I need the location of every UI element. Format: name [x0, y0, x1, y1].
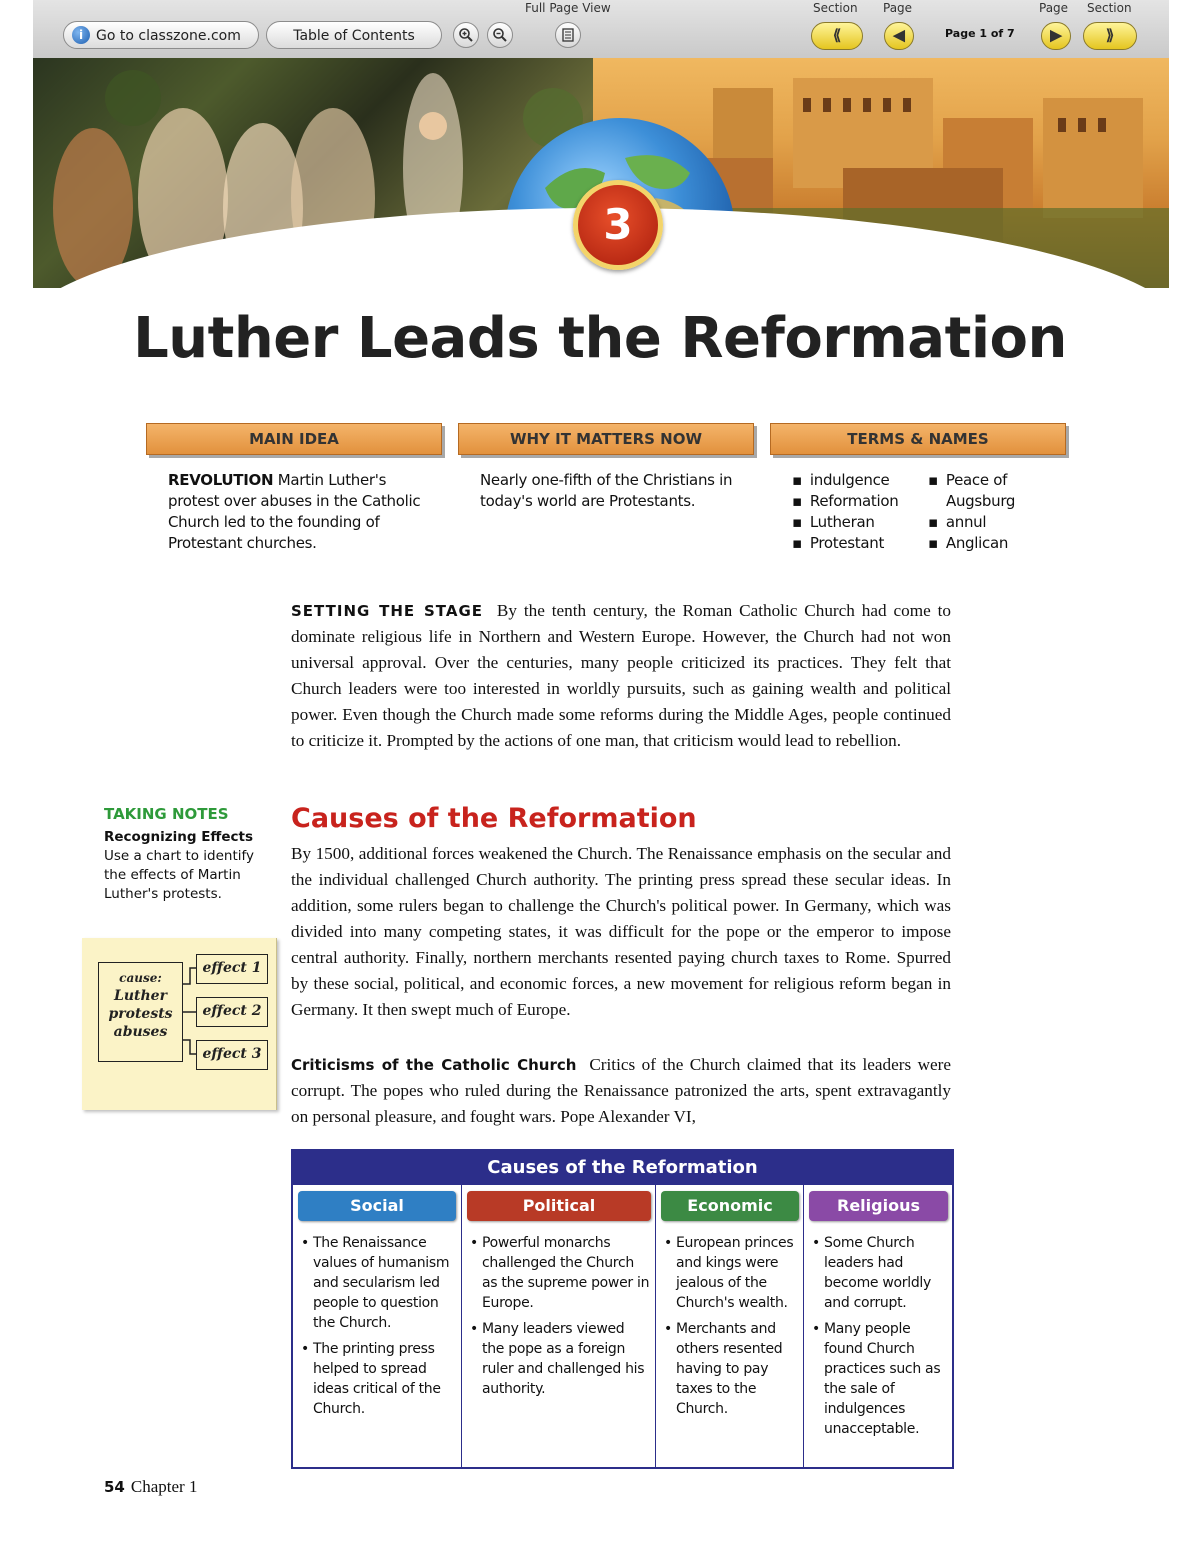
effect-box: effect 2 [196, 997, 268, 1027]
social-heading: Social [298, 1191, 456, 1221]
economic-column [655, 1185, 804, 1467]
cause-label: cause: [119, 971, 162, 985]
full-page-view-label: Full Page View [525, 1, 611, 15]
list-item: • The printing press helped to spread ideas critical of the Church. [301, 1339, 455, 1419]
list-item: • The Renaissance values of humanism and secularism led people to question the Church. [301, 1233, 455, 1333]
next-section-label: Section [1087, 1, 1132, 15]
zoom-in-icon [458, 27, 474, 43]
terms-list-1 [792, 470, 922, 554]
religious-column [803, 1185, 953, 1467]
causes-chart [291, 1149, 954, 1469]
political-column [461, 1185, 656, 1467]
section-paragraph: By 1500, additional forces weakened the Church. The Renaissance emphasis on the secular and the individual challenged Church authority. The printing press spread these secular ideas. In addition, some rulers began to challenge the Church's political power. In Germany, which was divided into many competing states, it was difficult for the pope or the emperor to impose central authority. Finally, northern merchants resented paying church taxes to Rome. Spurred by these social, political, and economic forces, a new movement for religious reform began in Germany. It then swept much of Europe. [291, 844, 951, 1019]
list-item: • European princes and kings were jealous of the Church's wealth. [664, 1233, 798, 1313]
term-item: ▪ Anglican [928, 533, 1038, 554]
zoom-out-icon [492, 27, 508, 43]
terms-list-2 [928, 470, 1038, 554]
term-item: ▪ indulgence [792, 470, 922, 491]
term-item: ▪ annul [928, 512, 1038, 533]
why-it-matters-heading: WHY IT MATTERS NOW [458, 423, 754, 455]
religious-heading: Religious [809, 1191, 948, 1221]
prev-page-label: Page [883, 1, 913, 15]
criticisms-paragraph [291, 1052, 951, 1130]
page-footer [104, 1477, 197, 1497]
terms-names-heading: TERMS & NAMES [770, 423, 1066, 455]
social-list [301, 1233, 455, 1425]
criticisms-text: Critics of the Church claimed that its leaders were corrupt. The popes who ruled during the Renaissance patronized the arts, spent extravagantly on personal pleasure, and fought wars. Pope Alexander VI, [291, 1055, 952, 1126]
economic-heading: Economic [661, 1191, 799, 1221]
main-idea-heading: MAIN IDEA [146, 423, 442, 455]
prev-section-label: Section [813, 1, 858, 15]
setting-the-stage-paragraph [291, 598, 951, 754]
political-heading: Political [467, 1191, 651, 1221]
chapter-section-badge: 3 [573, 180, 663, 270]
social-column [293, 1185, 461, 1467]
cause-box [98, 962, 183, 1062]
main-idea-keyword: REVOLUTION [168, 471, 274, 489]
economic-list [664, 1233, 798, 1425]
why-it-matters-text: Nearly one-fifth of the Christians in today's world are Protestants. [480, 471, 733, 510]
list-item: • Merchants and others resented having to pay taxes to the Church. [664, 1319, 798, 1419]
term-item: ▪ Lutheran [792, 512, 922, 533]
political-list [470, 1233, 650, 1405]
religious-list [812, 1233, 947, 1445]
next-page-label: Page [1039, 1, 1069, 15]
double-left-arrow-icon: ⟪ [832, 27, 842, 44]
list-item: • Some Church leaders had become worldly and corrupt. [812, 1233, 947, 1313]
term-item: ▪ Protestant [792, 533, 922, 554]
list-item: • Powerful monarchs challenged the Church as the supreme power in Europe. [470, 1233, 650, 1313]
page-count: Page 1 of 7 [945, 27, 1015, 40]
section-heading: Causes of the Reformation [291, 803, 697, 834]
list-item: • Many people found Church practices such as the sale of indulgences unacceptable. [812, 1319, 947, 1439]
effect-box: effect 1 [196, 954, 268, 984]
next-section-button[interactable] [1083, 22, 1137, 50]
taking-notes-text: Use a chart to identify the effects of Martin Luther's protests. [104, 848, 255, 902]
setting-the-stage-heading: SETTING THE STAGE [291, 602, 484, 620]
page-title: Luther Leads the Reformation [133, 306, 1067, 371]
effect-box: effect 3 [196, 1040, 268, 1070]
term-item: ▪ Peace of Augsburg [928, 470, 1038, 512]
chapter-label: Chapter 1 [130, 1477, 198, 1496]
right-arrow-icon: ▶ [1050, 27, 1062, 44]
cause-text: Luther protests abuses [108, 988, 173, 1040]
main-idea-body: Martin Luther's protest over abuses in the Catholic Church led to the founding of Protestant churches. [168, 471, 421, 552]
table-of-contents-button[interactable]: Table of Contents [266, 21, 442, 49]
info-icon: i [72, 26, 90, 44]
cause-effect-note [82, 938, 277, 1110]
main-idea-text [168, 470, 433, 554]
classzone-button[interactable]: i Go to classzone.com [63, 21, 259, 49]
causes-chart-title: Causes of the Reformation [293, 1151, 952, 1185]
prev-page-button[interactable] [884, 22, 914, 50]
zoom-in-button[interactable] [453, 22, 479, 48]
prev-section-button[interactable] [811, 22, 863, 50]
term-item: ▪ Reformation [792, 491, 922, 512]
double-right-arrow-icon: ⟫ [1105, 27, 1115, 44]
setting-the-stage-text: By the tenth century, the Roman Catholic Church had come to dominate religious life in Northern and Western Europe. However, the Church had not won universal approval. Over the centuries, many people criticized its practices. They felt that Church leaders were too interested in worldly pursuits, such as gaining wealth and political power. Even though the Church made some reforms during the Middle Ages, people continued to criticize it. Prompted by the actions of one man, that criticism would lead to rebellion. [291, 601, 951, 750]
next-page-button[interactable] [1041, 22, 1071, 50]
viewer-toolbar [33, 0, 1169, 59]
page-view-icon [561, 28, 575, 42]
taking-notes-heading: TAKING NOTES [104, 805, 229, 823]
criticisms-subheading: Criticisms of the Catholic Church [291, 1056, 577, 1074]
list-item: • Many leaders viewed the pope as a foreign ruler and challenged his authority. [470, 1319, 650, 1399]
left-arrow-icon: ◀ [893, 27, 905, 44]
full-page-view-button[interactable] [555, 22, 581, 48]
zoom-out-button[interactable] [487, 22, 513, 48]
taking-notes-skill: Recognizing Effects [104, 829, 253, 845]
page-number: 54 [104, 1478, 125, 1496]
taking-notes-instructions [104, 828, 264, 904]
